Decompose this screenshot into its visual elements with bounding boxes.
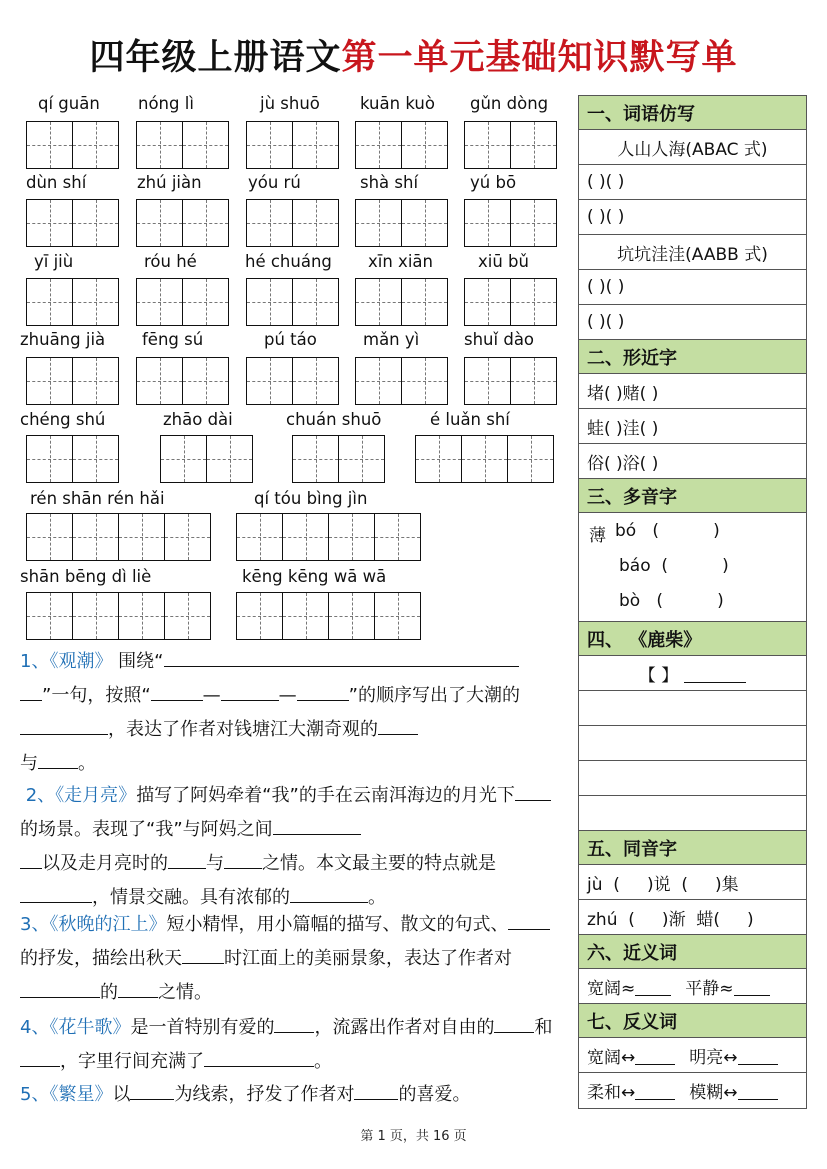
writing-grid[interactable] (160, 435, 252, 483)
answer-blank[interactable] (20, 979, 100, 998)
answer-line[interactable] (579, 726, 806, 761)
example-aabb: 坑坑洼洼(AABB 式) (579, 235, 806, 270)
pinyin-label: shuǐ dào (464, 330, 535, 349)
question-text: 的喜爱。 (398, 1084, 471, 1105)
antonym-row[interactable] (579, 1073, 806, 1108)
question-text: — (202, 685, 221, 706)
writing-grid[interactable] (355, 357, 447, 405)
writing-grid[interactable] (136, 278, 228, 326)
writing-grid[interactable] (464, 199, 556, 247)
answer-blank[interactable] (378, 716, 418, 735)
pinyin-label: dùn shí (26, 173, 87, 192)
book-title: 《观潮》 (49, 651, 113, 672)
exercise-panel (578, 95, 807, 1109)
pinyin-row (20, 489, 570, 511)
section-word-imitation: 一、词语仿写 (579, 96, 806, 130)
pinyin-label: rén shān rén hǎi (30, 489, 165, 508)
answer-blank[interactable] (20, 1048, 60, 1067)
antonym-prompt: 模糊↔ (689, 1083, 738, 1103)
answer-blank[interactable] (204, 1048, 314, 1067)
pinyin-row (20, 410, 570, 432)
answer-blank[interactable] (168, 850, 206, 869)
answer-row[interactable]: zhú ( )渐 蜡( ) (579, 900, 806, 935)
answer-blank[interactable] (734, 977, 770, 996)
question-text: 的场景。表现了“我”与阿妈之间 (20, 819, 273, 840)
pinyin-label: qí tóu bìng jìn (254, 489, 368, 508)
answer-line[interactable] (579, 761, 806, 796)
answer-blank[interactable] (290, 884, 368, 903)
pinyin-label: hé chuáng (245, 252, 332, 271)
answer-row[interactable]: 蛙( )洼( ) (579, 409, 806, 444)
question-text: 。 (368, 887, 386, 908)
pinyin-label: mǎn yì (363, 330, 420, 349)
answer-blank[interactable] (684, 664, 746, 683)
book-title: 《花牛歌》 (49, 1017, 131, 1038)
writing-grid[interactable] (236, 592, 420, 640)
question-text: 围绕“ (112, 651, 164, 672)
question-text: 之情。本文最主要的特点就是 (262, 853, 496, 874)
question-text: 与 (206, 853, 224, 874)
writing-grid[interactable] (355, 121, 447, 169)
writing-grid[interactable] (246, 357, 338, 405)
question-4 (20, 1011, 565, 1079)
answer-row[interactable]: ( )( ) (579, 270, 806, 305)
pinyin-label: gǔn dòng (470, 94, 549, 113)
question-text: ”的顺序写出了大潮的 (348, 685, 520, 706)
synonym-prompt: 平静≈ (685, 978, 734, 999)
question-3 (20, 908, 565, 1010)
polyphone-char: 薄 (589, 526, 606, 546)
writing-grid[interactable] (26, 278, 118, 326)
pinyin-label: yú bō (470, 173, 517, 192)
poem-title-row[interactable] (579, 656, 806, 691)
pinyin-label: é luǎn shí (430, 410, 510, 429)
book-title: 《繁星》 (49, 1084, 113, 1105)
antonym-row[interactable] (579, 1038, 806, 1073)
question-text: ，字里行间充满了 (60, 1051, 204, 1072)
answer-row[interactable]: bó ( ) (615, 521, 720, 541)
synonym-prompt: 宽阔≈ (587, 978, 636, 999)
answer-blank[interactable] (221, 682, 279, 701)
question-1 (20, 645, 565, 781)
book-title: 《走月亮》 (55, 785, 137, 806)
pinyin-row (20, 330, 570, 352)
answer-blank[interactable] (224, 850, 262, 869)
answer-blank[interactable] (635, 1046, 675, 1065)
question-number: 4、 (20, 1017, 50, 1038)
question-text: 为线索，抒发了作者对 (174, 1084, 355, 1105)
writing-grid[interactable] (292, 435, 384, 483)
answer-blank[interactable] (130, 1081, 174, 1100)
question-text: 是一首特别有爱的 (130, 1017, 275, 1038)
question-text: ，情景交融。具有浓郁的 (92, 887, 290, 908)
writing-grid[interactable] (355, 199, 447, 247)
section-synonym: 六、近义词 (579, 935, 806, 969)
answer-blank[interactable] (354, 1081, 398, 1100)
answer-row[interactable]: 堵( )赌( ) (579, 374, 806, 409)
answer-blank[interactable] (738, 1046, 778, 1065)
section-similar-chars: 二、形近字 (579, 340, 806, 374)
pinyin-label: fēng sú (142, 330, 204, 349)
answer-blank[interactable] (20, 682, 42, 701)
question-text: 以及走月亮时的 (42, 853, 168, 874)
example-abac: 人山人海(ABAC 式) (579, 130, 806, 165)
section-polyphone: 三、多音字 (579, 479, 806, 513)
answer-blank[interactable] (151, 682, 203, 701)
book-title: 《秋晚的江上》 (49, 914, 167, 935)
pinyin-label: shān bēng dì liè (20, 567, 152, 586)
pinyin-label: shà shí (360, 173, 419, 192)
question-text: 时江面上的美丽景象，表达了作者对 (224, 948, 512, 969)
answer-row[interactable]: jù ( )说 ( )集 (579, 865, 806, 900)
pinyin-label: chuán shuō (286, 410, 382, 429)
writing-grid[interactable] (26, 199, 118, 247)
question-text: 的抒发，描绘出秋天 (20, 948, 182, 969)
writing-grid[interactable] (136, 199, 228, 247)
answer-blank[interactable] (515, 782, 551, 801)
question-2 (20, 779, 565, 915)
answer-blank[interactable] (273, 816, 361, 835)
pinyin-row (20, 173, 570, 195)
pinyin-label: pú táo (264, 330, 317, 349)
writing-grid[interactable] (415, 435, 553, 483)
question-text: 。 (78, 753, 96, 774)
pinyin-label: nóng lì (138, 94, 194, 113)
writing-grid[interactable] (26, 592, 210, 640)
pinyin-label: zhāo dài (163, 410, 233, 429)
question-number: 1、 (20, 651, 50, 672)
page-title (0, 30, 827, 80)
question-text: ”一句，按照“ (42, 685, 151, 706)
writing-grid[interactable] (26, 121, 118, 169)
pinyin-row (20, 567, 570, 589)
writing-grid[interactable] (464, 357, 556, 405)
writing-grid[interactable] (236, 513, 420, 561)
question-number: 2、 (25, 785, 56, 806)
question-text: ，表达了作者对钱塘江大潮奇观的 (108, 719, 378, 740)
answer-blank[interactable] (508, 911, 550, 930)
question-text: ，流露出作者对自由的 (314, 1017, 495, 1038)
answer-blank[interactable] (20, 884, 92, 903)
answer-blank[interactable] (494, 1014, 534, 1033)
pinyin-label: xīn xiān (368, 252, 433, 271)
title-grade: 四年级上册语文 (89, 38, 342, 78)
polyphone-block (579, 513, 806, 622)
question-text: 短小精悍，用小篇幅的描写、散文的句式、 (166, 914, 509, 935)
question-text: 的 (100, 982, 118, 1003)
page-footer: 第 1 页，共 16 页 (360, 1129, 467, 1144)
pinyin-label: yóu rú (248, 173, 301, 192)
question-number: 5、 (20, 1084, 50, 1105)
answer-blank[interactable] (738, 1081, 778, 1100)
writing-grid[interactable] (26, 435, 118, 483)
question-text: 与 (20, 753, 38, 774)
writing-grid[interactable] (246, 278, 338, 326)
writing-grid[interactable] (246, 199, 338, 247)
question-number: 3、 (20, 914, 50, 935)
pinyin-label: kuān kuò (360, 94, 435, 113)
answer-blank[interactable] (164, 648, 519, 667)
answer-line[interactable] (579, 796, 806, 831)
pinyin-label: qí guān (38, 94, 100, 113)
pinyin-label: zhú jiàn (137, 173, 202, 192)
answer-blank[interactable] (20, 716, 108, 735)
section-antonym: 七、反义词 (579, 1004, 806, 1038)
section-poem: 四、 《鹿柴》 (579, 622, 806, 656)
answer-row[interactable]: ( )( ) (579, 200, 806, 235)
writing-grid[interactable] (464, 121, 556, 169)
question-text: 。 (314, 1051, 332, 1072)
question-text: — (278, 685, 297, 706)
pinyin-label: yī jiù (34, 252, 74, 271)
question-5 (20, 1078, 565, 1112)
answer-row[interactable]: 俗( )浴( ) (579, 444, 806, 479)
answer-row[interactable]: ( )( ) (579, 305, 806, 340)
pinyin-label: xiū bǔ (478, 252, 529, 271)
answer-blank[interactable] (635, 1081, 675, 1100)
answer-blank[interactable] (20, 850, 42, 869)
antonym-prompt: 宽阔↔ (587, 1047, 636, 1068)
answer-blank[interactable] (297, 682, 349, 701)
writing-grid[interactable] (26, 357, 118, 405)
answer-row[interactable]: ( )( ) (579, 165, 806, 200)
antonym-prompt: 明亮↔ (689, 1047, 738, 1068)
question-text: 描写了阿妈牵着“我”的手在云南洱海边的月光下 (136, 785, 515, 806)
synonym-row[interactable] (579, 969, 806, 1004)
pinyin-row (20, 252, 570, 274)
answer-blank[interactable] (38, 750, 78, 769)
question-text: 之情。 (158, 982, 212, 1003)
writing-grid[interactable] (246, 121, 338, 169)
writing-grid[interactable] (464, 278, 556, 326)
answer-blank[interactable] (118, 979, 158, 998)
section-homophone: 五、同音字 (579, 831, 806, 865)
answer-line[interactable] (579, 691, 806, 726)
writing-grid[interactable] (26, 513, 210, 561)
pinyin-label: chéng shú (20, 410, 106, 429)
writing-grid[interactable] (136, 121, 228, 169)
antonym-prompt: 柔和↔ (587, 1083, 636, 1103)
writing-grid[interactable] (136, 357, 228, 405)
answer-blank[interactable] (182, 945, 224, 964)
pinyin-label: róu hé (144, 252, 197, 271)
pinyin-row (20, 94, 570, 116)
writing-grid[interactable] (355, 278, 447, 326)
pinyin-label: kēng kēng wā wā (242, 567, 387, 586)
poem-author-bracket: 【 】 (638, 665, 679, 686)
pinyin-label: jù shuō (260, 94, 320, 113)
answer-row[interactable]: báo ( ) (619, 556, 729, 576)
question-text: 和 (534, 1017, 553, 1038)
question-text: 以 (112, 1084, 131, 1105)
answer-blank[interactable] (635, 977, 671, 996)
answer-row[interactable]: bò ( ) (619, 591, 724, 611)
answer-blank[interactable] (274, 1014, 314, 1033)
title-unit: 第一单元基础知识默写单 (341, 38, 738, 78)
pinyin-label: zhuāng jià (20, 330, 106, 349)
